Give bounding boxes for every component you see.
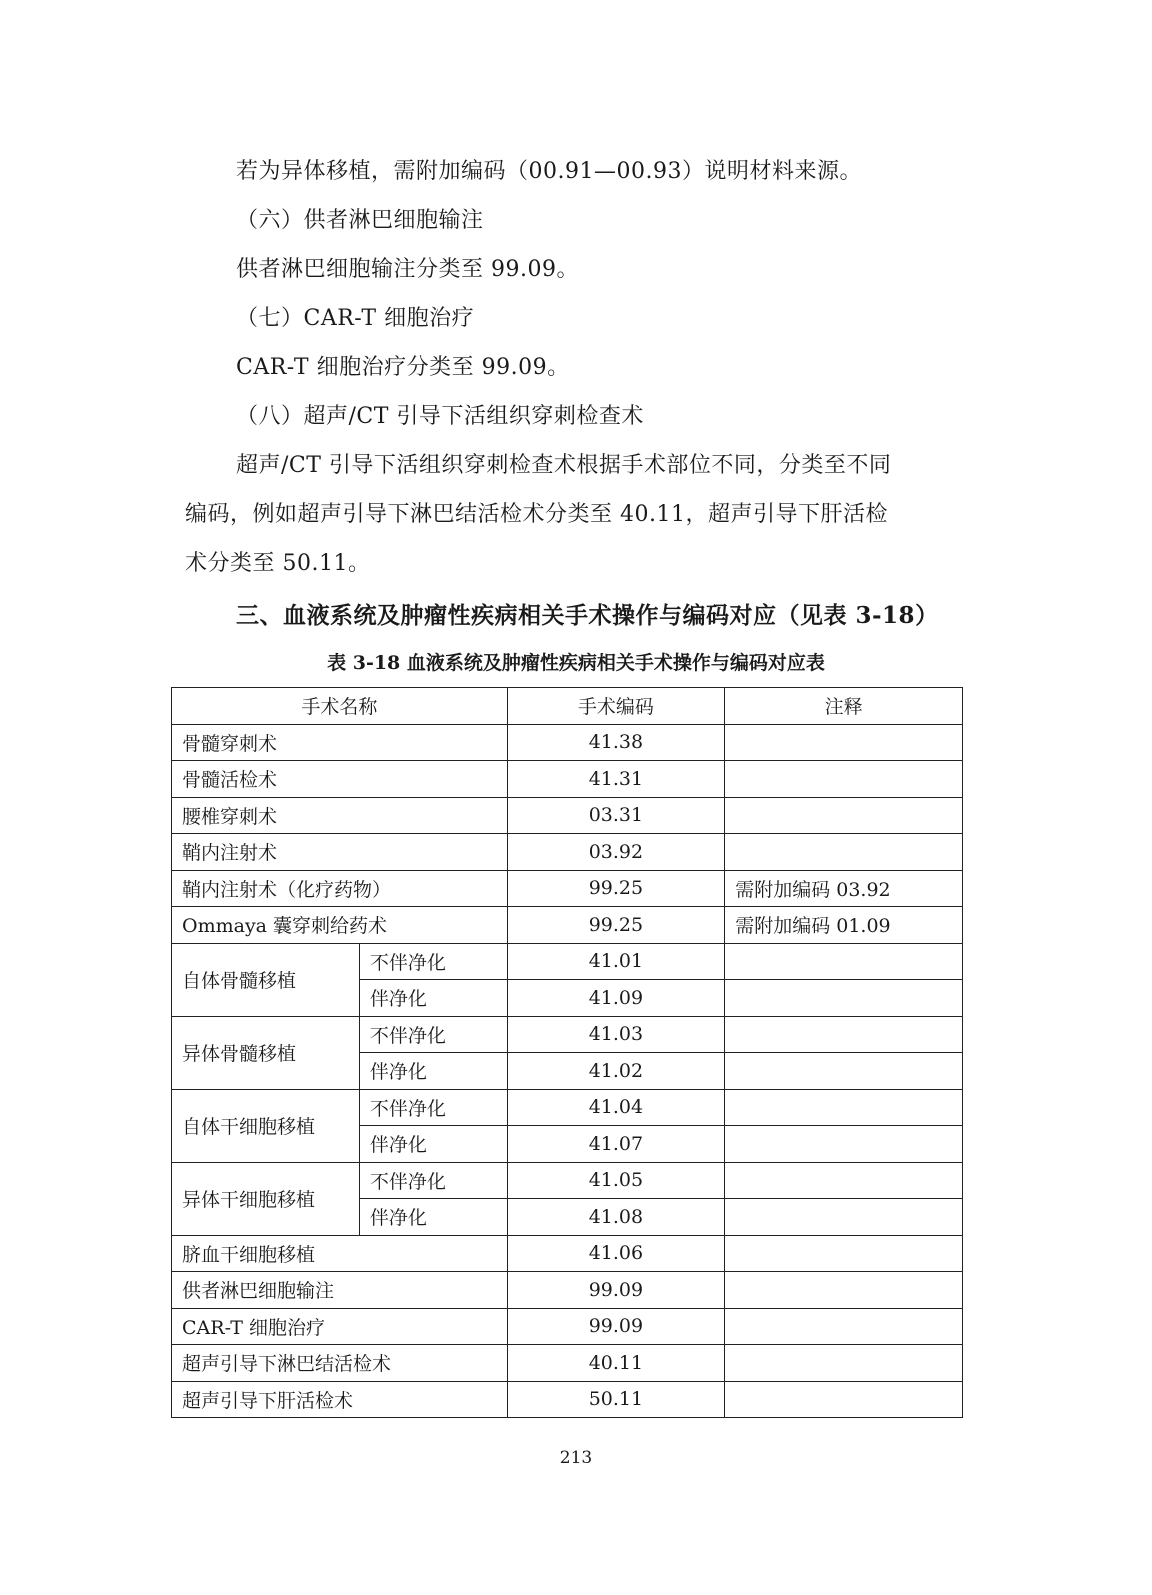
- procedure-name: 腰椎穿刺术: [172, 797, 508, 834]
- procedure-code: 03.31: [507, 797, 725, 834]
- table-row: [172, 907, 963, 944]
- procedure-variant: 不伴净化: [359, 943, 507, 980]
- subheading-eight: （八）超声/CT 引导下活组织穿刺检查术: [236, 404, 644, 429]
- procedure-note: 需附加编码 03.92: [725, 870, 963, 907]
- table-row: [172, 1089, 963, 1126]
- table-row: [172, 1345, 963, 1382]
- table-caption: 表 3-18 血液系统及肿瘤性疾病相关手术操作与编码对应表: [327, 652, 825, 674]
- table-row: [172, 1235, 963, 1272]
- procedure-code-table: [171, 687, 963, 1418]
- procedure-note: [725, 724, 963, 761]
- procedure-note: [725, 761, 963, 798]
- header-note: 注释: [725, 688, 963, 725]
- procedure-variant: 不伴净化: [359, 1089, 507, 1126]
- procedure-code: 41.31: [507, 761, 725, 798]
- paragraph-line: 编码，例如超声引导下淋巴结活检术分类至 40.11，超声引导下肝活检: [185, 502, 888, 527]
- procedure-group-name: 异体干细胞移植: [172, 1162, 360, 1235]
- procedure-code: 99.09: [507, 1272, 725, 1309]
- table-row: [172, 1272, 963, 1309]
- subheading-seven: （七）CAR-T 细胞治疗: [236, 306, 475, 331]
- table-row: [172, 797, 963, 834]
- procedure-name: 脐血干细胞移植: [172, 1235, 508, 1272]
- procedure-name: 鞘内注射术: [172, 834, 508, 871]
- procedure-code: 40.11: [507, 1345, 725, 1382]
- table-row: [172, 761, 963, 798]
- procedure-name: Ommaya 囊穿刺给药术: [172, 907, 508, 944]
- table-row: [172, 943, 963, 980]
- procedure-name: 超声引导下淋巴结活检术: [172, 1345, 508, 1382]
- procedure-code: 41.08: [507, 1199, 725, 1236]
- paragraph-line: 超声/CT 引导下活组织穿刺检查术根据手术部位不同，分类至不同: [236, 453, 892, 478]
- procedure-variant: 伴净化: [359, 1126, 507, 1163]
- procedure-code: 41.03: [507, 1016, 725, 1053]
- procedure-note: [725, 834, 963, 871]
- procedure-code: 03.92: [507, 834, 725, 871]
- procedure-note: [725, 1126, 963, 1163]
- paragraph-line: 若为异体移植，需附加编码（00.91—00.93）说明材料来源。: [236, 159, 862, 184]
- procedure-code: 41.06: [507, 1235, 725, 1272]
- procedure-variant: 不伴净化: [359, 1162, 507, 1199]
- procedure-code: 41.09: [507, 980, 725, 1017]
- procedure-code: 41.05: [507, 1162, 725, 1199]
- procedure-note: [725, 1235, 963, 1272]
- procedure-name: 骨髓穿刺术: [172, 724, 508, 761]
- table-row: [172, 1308, 963, 1345]
- procedure-code: 99.25: [507, 870, 725, 907]
- table-row: [172, 1016, 963, 1053]
- paragraph-line: CAR-T 细胞治疗分类至 99.09。: [236, 355, 570, 380]
- procedure-note: [725, 797, 963, 834]
- procedure-note: [725, 1381, 963, 1418]
- procedure-code: 99.09: [507, 1308, 725, 1345]
- procedure-code: 41.38: [507, 724, 725, 761]
- procedure-name: CAR-T 细胞治疗: [172, 1308, 508, 1345]
- table-header-row: [172, 688, 963, 725]
- procedure-note: [725, 1162, 963, 1199]
- procedure-code: 41.01: [507, 943, 725, 980]
- procedure-variant: 不伴净化: [359, 1016, 507, 1053]
- procedure-group-name: 自体干细胞移植: [172, 1089, 360, 1162]
- table-row: [172, 1381, 963, 1418]
- procedure-note: [725, 1016, 963, 1053]
- paragraph-line: 术分类至 50.11。: [185, 551, 371, 576]
- procedure-name: 骨髓活检术: [172, 761, 508, 798]
- procedure-code: 41.07: [507, 1126, 725, 1163]
- procedure-name: 鞘内注射术（化疗药物）: [172, 870, 508, 907]
- procedure-code: 41.02: [507, 1053, 725, 1090]
- procedure-note: [725, 1089, 963, 1126]
- table-row: [172, 724, 963, 761]
- page-number: 213: [559, 1448, 593, 1468]
- procedure-note: [725, 1199, 963, 1236]
- procedure-name: 供者淋巴细胞输注: [172, 1272, 508, 1309]
- procedure-code: 41.04: [507, 1089, 725, 1126]
- procedure-note: [725, 1053, 963, 1090]
- procedure-code: 99.25: [507, 907, 725, 944]
- procedure-group-name: 异体骨髓移植: [172, 1016, 360, 1089]
- procedure-code: 50.11: [507, 1381, 725, 1418]
- header-procedure-code: 手术编码: [507, 688, 725, 725]
- procedure-variant: 伴净化: [359, 1199, 507, 1236]
- procedure-variant: 伴净化: [359, 1053, 507, 1090]
- procedure-group-name: 自体骨髓移植: [172, 943, 360, 1016]
- paragraph-line: 供者淋巴细胞输注分类至 99.09。: [236, 257, 579, 282]
- procedure-name: 超声引导下肝活检术: [172, 1381, 508, 1418]
- table-row: [172, 870, 963, 907]
- section-heading: 三、血液系统及肿瘤性疾病相关手术操作与编码对应（见表 3-18）: [236, 602, 939, 629]
- header-procedure-name: 手术名称: [172, 688, 508, 725]
- procedure-variant: 伴净化: [359, 980, 507, 1017]
- procedure-note: [725, 1308, 963, 1345]
- table-row: [172, 834, 963, 871]
- table-row: [172, 1162, 963, 1199]
- procedure-note: [725, 1272, 963, 1309]
- procedure-note: 需附加编码 01.09: [725, 907, 963, 944]
- procedure-note: [725, 1345, 963, 1382]
- procedure-note: [725, 980, 963, 1017]
- subheading-six: （六）供者淋巴细胞输注: [236, 208, 484, 233]
- procedure-note: [725, 943, 963, 980]
